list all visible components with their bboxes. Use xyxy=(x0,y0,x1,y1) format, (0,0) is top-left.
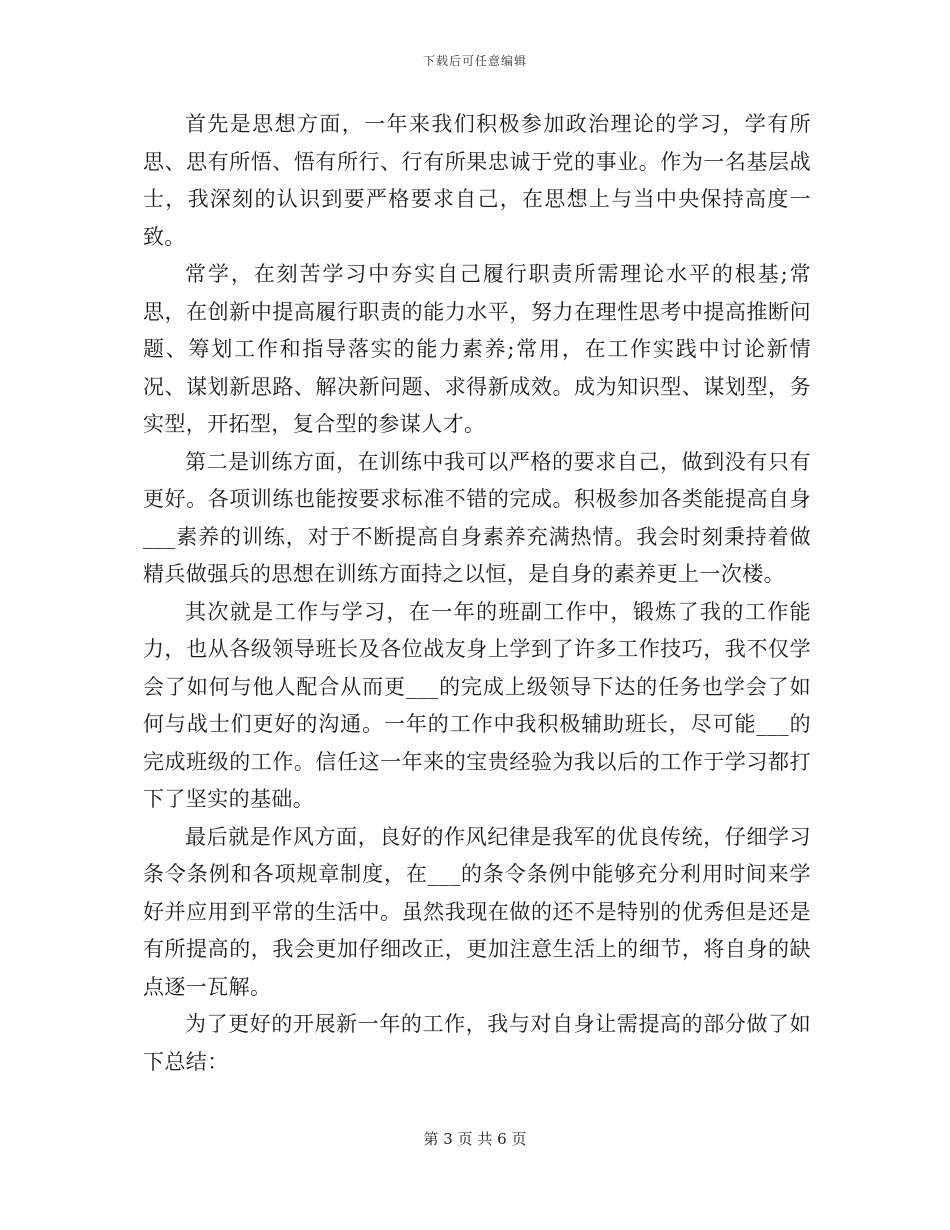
page-number: 第 3 页 共 6 页 xyxy=(423,1130,527,1148)
document-body xyxy=(143,106,811,1081)
paragraph-style: 最后就是作风方面，良好的作风纪律是我军的优良传统，仔细学习条令条例和各项规章制度，在___的条令条例中能够充分利用时间来学好并应用到平常的生活中。虽然我现在做的还不是特别的优秀但是还是有所提高的，我会更加仔细改正，更加注意生活上的细节，将自身的缺点逐一瓦解。 xyxy=(143,824,811,999)
page-header: 下载后可任意编辑 xyxy=(422,54,527,68)
paragraph-study: 常学，在刻苦学习中夯实自己履行职责所需理论水平的根基;常思，在创新中提高履行职责的能力水平，努力在理性思考中提高推断问题、筹划工作和指导落实的能力素养;常用，在工作实践中讨论新情况、谋划新思路、解决新问题、求得新成效。成为知识型、谋划型，务实型，开拓型，复合型的参谋人才。 xyxy=(143,262,811,436)
paragraph-thought: 首先是思想方面，一年来我们积极参加政治理论的学习，学有所思、思有所悟、悟有所行、行有所果忠诚于党的事业。作为一名基层战士，我深刻的认识到要严格要求自己，在思想上与当中央保持高度一致。 xyxy=(143,112,811,249)
paragraph-summary-intro: 为了更好的开展新一年的工作，我与对自身让需提高的部分做了如下总结： xyxy=(143,1012,811,1074)
paragraph-training: 第二是训练方面，在训练中我可以严格的要求自己，做到没有只有更好。各项训练也能按要求标准不错的完成。积极参加各类能提高自身___素养的训练，对于不断提高自身素养充满热情。我会时刻秉持着做精兵做强兵的思想在训练方面持之以恒，是自身的素养更上一次楼。 xyxy=(143,449,811,586)
paragraph-work: 其次就是工作与学习，在一年的班副工作中，锻炼了我的工作能力，也从各级领导班长及各位战友身上学到了许多工作技巧，我不仅学会了如何与他人配合从而更___的完成上级领导下达的任务也学会了如何与战士们更好的沟通。一年的工作中我积极辅助班长，尽可能___的完成班级的工作。信任这一年来的宝贵经验为我以后的工作于学习都打下了坚实的基础。 xyxy=(143,599,811,811)
